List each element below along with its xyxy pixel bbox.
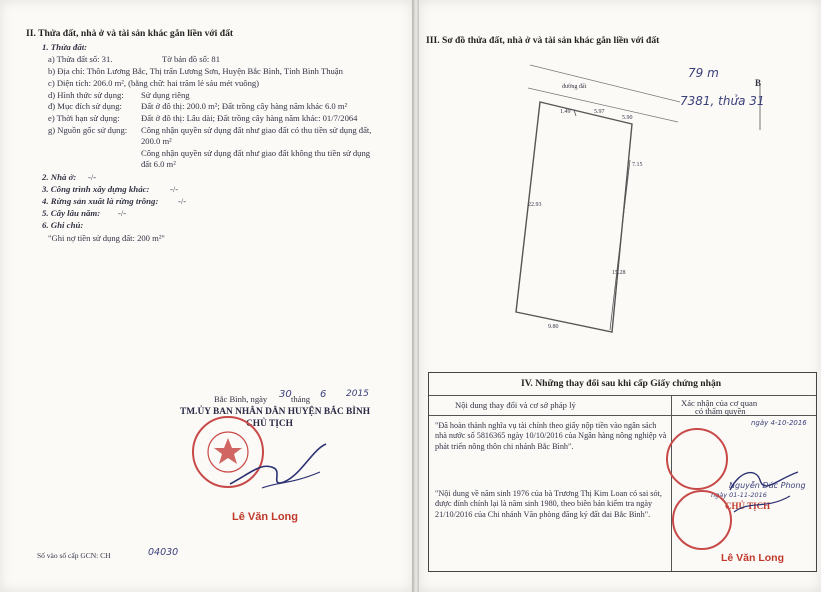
plan-dim-6: 9.80 [548,324,559,330]
date-place: Bắc Bình, ngày [214,394,268,404]
table-title: IV. Những thay đổi sau khi cấp Giấy chứng nhận [521,378,722,389]
section-iii-title: III. Sơ đồ thửa đất, nhà ở và tài sản khác gắn liền với đất [426,35,660,46]
forest-value: -/- [178,196,187,206]
plan-road-label: đường đất [562,84,587,90]
north-label: B [755,78,762,88]
table-divider [429,415,816,416]
plan-note-2: 79 m [688,66,719,80]
construction-heading: 3. Công trình xây dựng khác: [42,184,150,194]
land-heading: 1. Thửa đất: [42,42,88,52]
map-sheet-number: Tờ bản đồ số: 81 [162,54,221,64]
register-label: Số vào sổ cấp GCN: CH [37,551,111,560]
section-ii-title: II. Thửa đất, nhà ở và tài sản khác gắn liền với đất [26,28,234,39]
use-form-label: d) Hình thức sử dụng: [48,90,124,100]
area: c) Diện tích: 206.0 m², (bằng chữ: hai trăm lẻ sáu mét vuông) [48,78,260,88]
origin-label: g) Nguồn gốc sử dụng: [48,125,128,135]
confirm-name-1: Nguyễn Đức Phong [729,481,806,490]
confirm-date-1: ngày 4-10-2016 [751,419,807,427]
construction-value: -/- [170,184,179,194]
plan-dim-0: 1.49 [560,109,571,115]
plan-dim-3: 7.15 [632,162,643,168]
purpose-label: đ) Mục đích sử dụng: [48,101,122,111]
plan-dim-5: 15.28 [612,270,626,276]
perennial-heading: 5. Cây lâu năm: [42,208,101,218]
signature-right [720,450,810,520]
house-heading: 2. Nhà ở: [42,172,77,182]
plan-dim-4: 22.93 [528,202,542,208]
change-entry-2: "Nội dung về năm sinh 1976 của bà Trương Thị Kim Loan có sai sót, được đính chính lại là năm sinh 1980, theo biên bản kiểm tra ngày 21/10/2016 của Chi nhánh Văn phòng đăng ký đất đai Bắc Bình". [435,489,662,519]
purpose-value: Đất ở đô thị: 200.0 m²; Đất trồng cây hàng năm khác 6.0 m² [141,101,348,111]
notes-value: "Ghi nợ tiền sử dụng đất: 200 m²" [48,233,165,243]
chairman-title: CHỦ TỊCH [246,419,293,429]
date-day: 30 [279,389,292,400]
col2-header-line1: Xác nhận của cơ quan [681,398,758,408]
date-year: 2015 [346,389,369,399]
signer-name-left: Lê Văn Long [232,511,298,523]
forest-heading: 4. Rừng sản xuất là rừng trồng: [42,196,159,206]
col2-header-line2: có thẩm quyền [695,406,746,416]
term-value: Đất ở đô thị: Lâu dài; Đất trồng cây hàng năm khác: 01/7/2064 [141,113,358,123]
col1-header: Nội dung thay đổi và cơ sở pháp lý [455,400,576,410]
perennial-value: -/- [118,208,127,218]
origin-line-4: đất 6.0 m² [141,159,176,169]
register-number: 04030 [148,547,179,558]
date-month: 6 [320,389,327,400]
address: b) Địa chỉ: Thôn Lương Bắc, Thị trấn Lương Sơn, Huyện Bắc Bình, Tỉnh Bình Thuận [48,66,343,76]
origin-line-1: Công nhận quyền sử dụng đất như giao đất có thu tiền sử dụng đất, [141,125,372,135]
date-month-word: tháng [291,394,311,404]
table-divider [429,395,816,396]
official-stamp-right-1 [666,428,728,490]
term-label: e) Thời hạn sử dụng: [48,113,120,123]
notes-heading: 6. Ghi chú: [42,220,84,230]
house-value: -/- [88,172,97,182]
committee-title: TM.ỦY BAN NHÂN DÂN HUYỆN BẮC BÌNH [180,407,371,417]
parcel-number: a) Thửa đất số: 31. [48,54,113,64]
confirm-name-2: Lê Văn Long [721,552,784,564]
use-form-value: Sử dụng riêng [141,90,190,100]
plan-dim-1: 5.97 [594,109,605,115]
confirm-date-2: ngày 01-11-2016 [711,491,767,499]
signature-left [222,432,342,502]
table-divider [671,395,672,571]
origin-line-2: 200.0 m² [141,136,172,146]
plan-note: 7381, thửa 31 [680,94,765,108]
change-entry-1: "Đã hoàn thành nghĩa vụ tài chính theo giấy nộp tiền vào ngân sách nhà nước số 5816365 ngày 10/10/2016 của Ngân hàng nông nghiệp và phát triển nông thôn chi nhánh Bắc Bình". [435,421,667,451]
origin-line-3: Công nhận quyền sử dụng đất như giao đất không thu tiền sử dụng [141,148,371,158]
plan-dim-2: 5.90 [622,115,633,121]
confirm-title-2: CHỦ TỊCH [725,501,771,511]
